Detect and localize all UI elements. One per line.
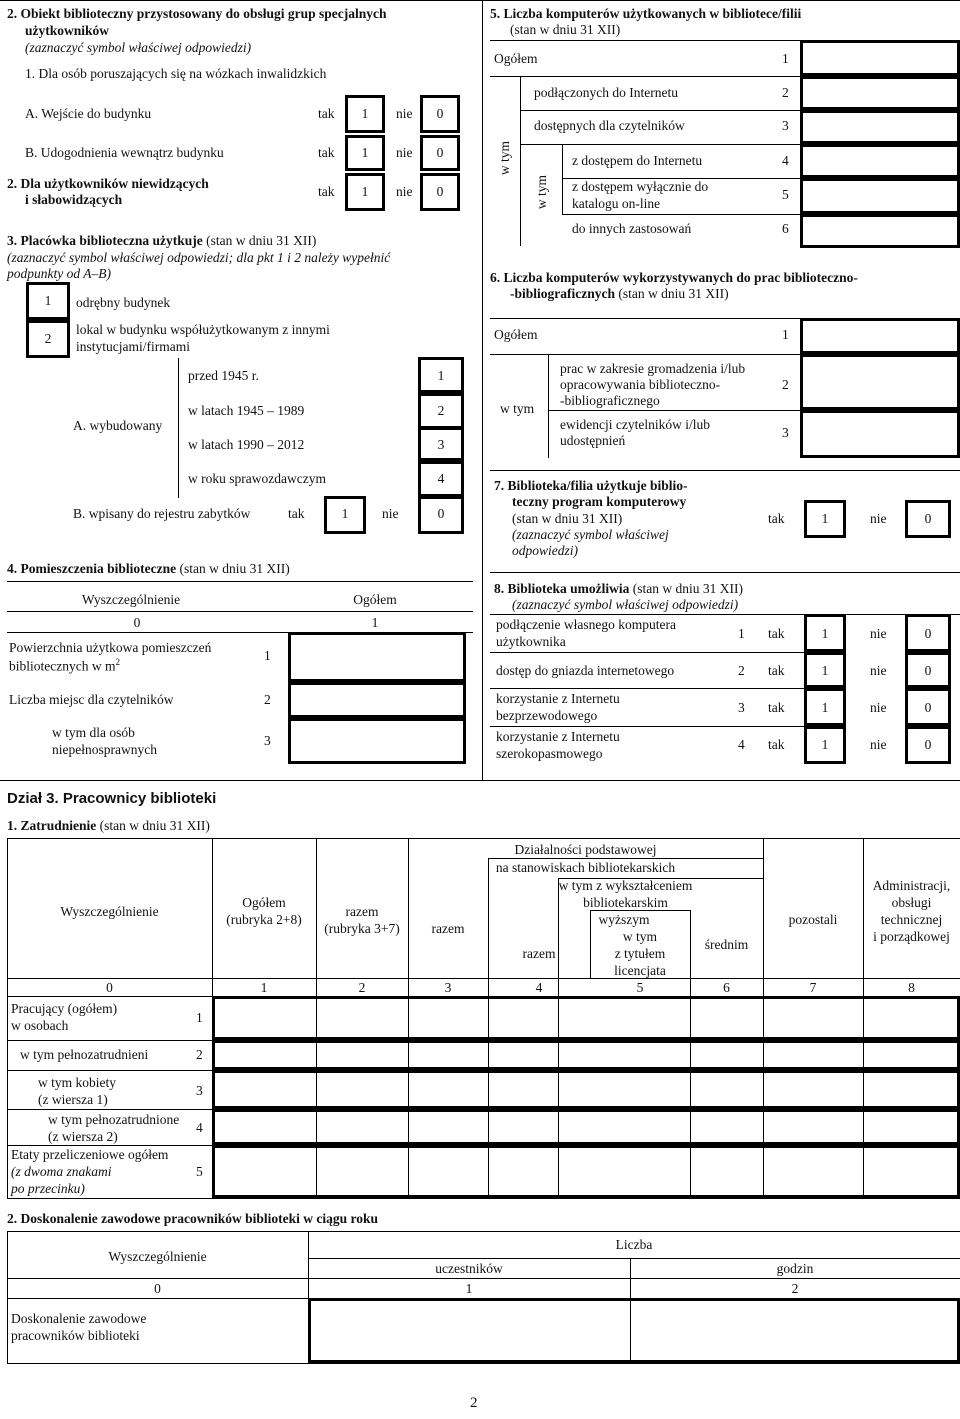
section6-title-line2 <box>510 286 729 302</box>
s4-row1-line2-text: bibliotecznych w m <box>9 658 116 674</box>
d3-h-razem: razem <box>431 921 465 936</box>
d3-h-basic-l2: na stanowiskach bibliotekarskich <box>495 860 676 875</box>
section2-title-line1: 2. Obiekt biblioteczny przystosowany do obsługi grup specjalnych <box>7 6 387 21</box>
s5-internet-input[interactable] <box>800 144 960 178</box>
d3-idx-1: 1 <box>260 980 268 995</box>
premises-opt1-code: 1 <box>44 293 52 308</box>
built-label: A. wybudowany <box>73 418 163 433</box>
s4-row1-line2 <box>9 657 120 675</box>
d3-h-admin-l1: Administracji, <box>872 878 951 893</box>
s5-catalog-input[interactable] <box>800 178 960 214</box>
s8-r3-no-code: 0 <box>924 700 932 715</box>
s7-line2: teczny program komputerowy <box>512 494 687 509</box>
s8-r2-no: nie <box>870 663 887 678</box>
d3-t2-row-line1: Doskonalenie zawodowe <box>11 1311 147 1326</box>
s8-r1-yes-code: 1 <box>821 626 829 641</box>
s8-r4-code: 4 <box>738 737 745 752</box>
premises-opt2-line1: lokal w budynku współużytkowanym z innymi <box>76 322 330 337</box>
d3-r4-inputs[interactable] <box>212 1109 960 1145</box>
d3-t2-spec: Wyszczególnienie <box>108 1249 207 1264</box>
s8-r3-line1: korzystanie z Internetu <box>496 691 620 706</box>
d3-h-other: pozostali <box>788 912 838 927</box>
s8-r3-yes: tak <box>768 700 785 715</box>
d3-h-razem2: razem <box>522 946 556 961</box>
s8-r1-no-code: 0 <box>924 626 932 641</box>
d3-r3-code: 3 <box>196 1083 203 1098</box>
s6-r2-line1: prac w zakresie gromadzenia i/lub <box>560 361 746 376</box>
s8-r1-line1: podłączenie własnego komputera <box>496 617 676 632</box>
s7-yes-code: 1 <box>821 511 829 526</box>
s8-r2-no-code: 0 <box>924 663 932 678</box>
s7-line4: (zaznaczyć symbol właściwej <box>512 527 669 542</box>
s8-r2-line1: dostęp do gniazda internetowego <box>496 663 675 678</box>
s6-total-label: Ogółem <box>494 327 538 342</box>
s6-r3-line2: udostępnień <box>560 433 626 448</box>
s4-row2-label: Liczba miejsc dla czytelników <box>9 692 174 707</box>
d3-h-wtym-l2: z tytułem <box>614 946 666 961</box>
s4-row1-line1: Powierzchnia użytkowa pomieszczeń <box>9 640 212 655</box>
built-opt2-label: w latach 1945 – 1989 <box>188 403 305 418</box>
s5-wtym-inner: w tym <box>534 174 549 210</box>
d3-h-wtym-l1: w tym <box>622 929 658 944</box>
built-opt3-code: 3 <box>437 437 445 452</box>
d3-r3-inputs[interactable] <box>212 1070 960 1109</box>
d3-r3-line1: w tym kobiety <box>38 1075 116 1090</box>
s8-r4-no: nie <box>870 737 887 752</box>
s5-other-code: 6 <box>782 221 789 236</box>
blind-label-line1: 2. Dla użytkowników niewidzących <box>7 176 209 191</box>
registry-yes-code: 1 <box>341 506 349 521</box>
inside-yes-code: 1 <box>361 145 369 160</box>
d3-idx-2: 2 <box>358 980 366 995</box>
s8-r4-line2: szerokopasmowego <box>496 746 603 761</box>
d3-idx-3: 3 <box>444 980 452 995</box>
s5-total-input[interactable] <box>800 40 960 76</box>
s5-total-label: Ogółem <box>494 51 538 66</box>
d3-t2-hours: godzin <box>776 1261 814 1276</box>
d3-idx-4: 4 <box>535 980 543 995</box>
s4-idx1: 1 <box>371 615 379 630</box>
s4-row3-line1: w tym dla osób <box>52 725 135 740</box>
s7-line1: 7. Biblioteka/filia użytkuje biblio- <box>494 478 688 493</box>
s4-row3-code: 3 <box>264 733 271 748</box>
s7-line3: (stan w dniu 31 XII) <box>512 511 623 526</box>
section-d3-title: Dział 3. Pracownicy biblioteki <box>7 790 217 807</box>
d3-t2-row-inputs[interactable] <box>308 1298 960 1363</box>
d3-t2-idx2: 2 <box>791 1281 799 1296</box>
d3-h-total-l2: (rubryka 2+8) <box>226 912 302 927</box>
s8-note: (zaznaczyć symbol właściwej odpowiedzi) <box>512 597 739 612</box>
inside-label: B. Udogodnienia wewnątrz budynku <box>25 145 224 160</box>
d3-idx-7: 7 <box>809 980 817 995</box>
s8-r3-no: nie <box>870 700 887 715</box>
built-opt3-label: w latach 1990 – 2012 <box>188 437 305 452</box>
premises-opt2-line2: instytucjami/firmami <box>76 339 190 354</box>
d3-r4-code: 4 <box>196 1120 203 1135</box>
s6-r2-line3: -bibliograficznego <box>560 393 660 408</box>
s6-r2-code: 2 <box>782 377 789 392</box>
s4-col-total: Ogółem <box>353 592 397 607</box>
d3-h-spec: Wyszczególnienie <box>60 904 159 919</box>
s4-row1-code: 1 <box>264 648 271 663</box>
s8-r4-yes: tak <box>768 737 785 752</box>
blind-no: nie <box>396 184 413 199</box>
s7-line5: odpowiedzi) <box>512 543 578 558</box>
d3-h-higher: wyższym <box>598 912 650 927</box>
section5-subtitle: (stan w dniu 31 XII) <box>510 22 621 37</box>
s5-internet-code: 4 <box>782 153 789 168</box>
s4-idx0: 0 <box>133 615 141 630</box>
registry-label: B. wpisany do rejestru zabytków <box>73 506 251 521</box>
s8-r4-line1: korzystanie z Internetu <box>496 729 620 744</box>
d3-r5-line1: Etaty przeliczeniowe ogółem <box>11 1147 169 1162</box>
s5-available-code: 3 <box>782 118 789 133</box>
section2-title-line2: użytkowników <box>25 23 110 38</box>
s5-catalog-code: 5 <box>782 187 789 202</box>
built-opt4-code: 4 <box>437 471 445 486</box>
d3-t2-idx0: 0 <box>154 1281 161 1296</box>
built-opt1-label: przed 1945 r. <box>188 368 259 383</box>
s6-wtym: w tym <box>500 401 535 416</box>
s6-r3-code: 3 <box>782 425 789 440</box>
s6-r3-line1: ewidencji czytelników i/lub <box>560 417 710 432</box>
s4-row2-input[interactable] <box>288 682 466 718</box>
section2-note: (zaznaczyć symbol właściwej odpowiedzi) <box>25 40 252 55</box>
entrance-yes-code: 1 <box>361 106 369 121</box>
s4-row3-input[interactable] <box>288 718 466 764</box>
section3-title <box>7 233 316 249</box>
section3-title-bold: 3. Placówka biblioteczna użytkuje <box>7 233 203 248</box>
premises-opt1-label: odrębny budynek <box>76 295 171 310</box>
s8-r2-code: 2 <box>738 663 745 678</box>
s8-r1-yes: tak <box>768 626 785 641</box>
blind-yes: tak <box>318 184 335 199</box>
d3-r1-inputs[interactable] <box>212 996 960 1040</box>
d3-r1-code: 1 <box>196 1010 203 1025</box>
s4-row3-line2: niepełnosprawnych <box>52 742 157 757</box>
built-opt4-label: w roku sprawozdawczym <box>188 471 326 486</box>
d3-r1-line2: w osobach <box>11 1018 69 1033</box>
d3-h-admin-l2: obsługi <box>891 895 932 910</box>
s8-r3-line2: bezprzewodowego <box>496 708 598 723</box>
section6-title-rest: (stan w dniu 31 XII) <box>618 286 729 301</box>
s5-wtym-outer: w tym <box>497 140 512 176</box>
section6-title-bold: -bibliograficznych <box>510 286 615 301</box>
d3-r5-line3: po przecinku) <box>11 1181 85 1196</box>
d3-r2-inputs[interactable] <box>212 1040 960 1070</box>
s5-connected-label: podłączonych do Internetu <box>534 85 678 100</box>
inside-yes: tak <box>318 145 335 160</box>
s5-other-input[interactable] <box>800 214 960 248</box>
s6-total-input[interactable] <box>800 318 960 354</box>
s5-available-input[interactable] <box>800 110 960 144</box>
s4-row2-code: 2 <box>264 692 271 707</box>
s8-r3-yes-code: 1 <box>821 700 829 715</box>
s4-row1-sup: 2 <box>115 657 120 667</box>
registry-no-code: 0 <box>437 506 445 521</box>
s6-total-code: 1 <box>782 327 789 342</box>
s8-r4-yes-code: 1 <box>821 737 829 752</box>
d3-r3-line2: (z wiersza 1) <box>38 1092 108 1107</box>
s5-connected-code: 2 <box>782 85 789 100</box>
built-opt2-code: 2 <box>437 403 445 418</box>
d3-idx-5: 5 <box>636 980 644 995</box>
s8-r1-line2: użytkownika <box>496 634 566 649</box>
d3-t2-idx1: 1 <box>465 1281 473 1296</box>
wheelchair-label: 1. Dla osób poruszających się na wózkach inwalidzkich <box>25 66 327 81</box>
d3-t1-title-bold: 1. Zatrudnienie <box>7 818 97 833</box>
d3-h-basic-l1: Działalności podstawowej <box>514 842 657 857</box>
section6-title-line1: 6. Liczba komputerów wykorzystywanych do prac biblioteczno- <box>490 270 858 285</box>
s5-connected-input[interactable] <box>800 76 960 110</box>
d3-r4-line2: (z wiersza 2) <box>48 1129 118 1144</box>
d3-t2-title: 2. Doskonalenie zawodowe pracowników biblioteki w ciągu roku <box>7 1211 379 1226</box>
section4-title-rest: (stan w dniu 31 XII) <box>179 561 290 576</box>
page-number: 2 <box>470 1395 478 1411</box>
section4-title-bold: 4. Pomieszczenia biblioteczne <box>7 561 177 576</box>
d3-h-razem-l1: razem <box>345 904 379 919</box>
d3-r5-code: 5 <box>196 1164 203 1179</box>
s8-r2-yes: tak <box>768 663 785 678</box>
blind-label-line2: i słabowidzących <box>25 192 123 207</box>
section3-note2: podpunkty od A–B) <box>7 266 111 281</box>
s5-total-code: 1 <box>782 51 789 66</box>
d3-h-edu-l1: w tym z wykształceniem <box>558 878 693 893</box>
s7-no: nie <box>870 511 887 526</box>
s5-catalog-line2: katalogu on-line <box>572 196 661 211</box>
d3-t1-title <box>7 818 210 834</box>
s4-col-spec: Wyszczególnienie <box>81 592 181 607</box>
section3-title-rest: (stan w dniu 31 XII) <box>206 233 317 248</box>
s5-catalog-line1: z dostępem wyłącznie do <box>572 179 709 194</box>
s8-title <box>494 581 743 597</box>
d3-idx-6: 6 <box>723 980 730 995</box>
entrance-yes: tak <box>318 106 335 121</box>
entrance-no-code: 0 <box>436 106 444 121</box>
s7-no-code: 0 <box>924 511 932 526</box>
entrance-no: nie <box>396 106 413 121</box>
d3-t2-participants: uczestników <box>435 1261 503 1276</box>
blind-yes-code: 1 <box>361 184 369 199</box>
s6-r3-input[interactable] <box>800 410 960 458</box>
d3-r1-line1: Pracujący (ogółem) <box>11 1001 118 1016</box>
registry-yes: tak <box>288 506 305 521</box>
section5-title: 5. Liczba komputerów użytkowanych w bibliotece/filii <box>490 6 802 21</box>
d3-r5-inputs[interactable] <box>212 1145 960 1198</box>
s5-available-label: dostępnych dla czytelników <box>534 118 685 133</box>
d3-t2-count: Liczba <box>615 1237 653 1252</box>
d3-h-edu-l2: bibliotekarskim <box>583 895 668 910</box>
d3-r2-code: 2 <box>196 1047 203 1062</box>
s8-r4-no-code: 0 <box>924 737 932 752</box>
registry-no: nie <box>382 506 399 521</box>
d3-t2-row-line2: pracowników biblioteki <box>11 1328 140 1343</box>
d3-r5-line2: (z dwoma znakami <box>11 1164 112 1179</box>
d3-h-total-l1: Ogółem <box>242 895 286 910</box>
s6-r2-line2: opracowywania biblioteczno- <box>560 377 721 392</box>
built-opt1-code: 1 <box>437 368 445 383</box>
d3-t1-title-rest: (stan w dniu 31 XII) <box>99 818 210 833</box>
d3-r4-line1: w tym pełnozatrudnione <box>48 1112 180 1127</box>
s8-r1-no: nie <box>870 626 887 641</box>
s4-row1-input[interactable] <box>288 632 466 682</box>
d3-h-wtym-l3: licencjata <box>614 963 666 978</box>
d3-h-admin-l3: technicznej <box>880 912 943 927</box>
s8-title-bold: 8. Biblioteka umożliwia <box>494 581 630 596</box>
d3-h-secondary: średnim <box>704 937 749 952</box>
entrance-label: A. Wejście do budynku <box>25 106 152 121</box>
section4-title <box>7 561 290 577</box>
s8-r2-yes-code: 1 <box>821 663 829 678</box>
blind-no-code: 0 <box>436 184 444 199</box>
s8-r3-code: 3 <box>738 700 745 715</box>
inside-no: nie <box>396 145 413 160</box>
premises-opt2-code: 2 <box>44 331 52 346</box>
d3-h-admin-l4: i porządkowej <box>873 929 950 944</box>
d3-h-razem-l2: (rubryka 3+7) <box>324 921 400 936</box>
s6-r2-input[interactable] <box>800 354 960 410</box>
s8-r1-code: 1 <box>738 626 745 641</box>
d3-idx-8: 8 <box>908 980 915 995</box>
s7-yes: tak <box>768 511 785 526</box>
s8-title-rest: (stan w dniu 31 XII) <box>632 581 743 596</box>
inside-no-code: 0 <box>436 145 444 160</box>
s5-internet-label: z dostępem do Internetu <box>572 153 703 168</box>
d3-r2-label: w tym pełnozatrudnieni <box>20 1047 149 1062</box>
s5-other-label: do innych zastosowań <box>572 221 692 236</box>
d3-idx-0: 0 <box>106 980 113 995</box>
section3-note1: (zaznaczyć symbol właściwej odpowiedzi; dla pkt 1 i 2 należy wypełnić <box>7 250 391 265</box>
